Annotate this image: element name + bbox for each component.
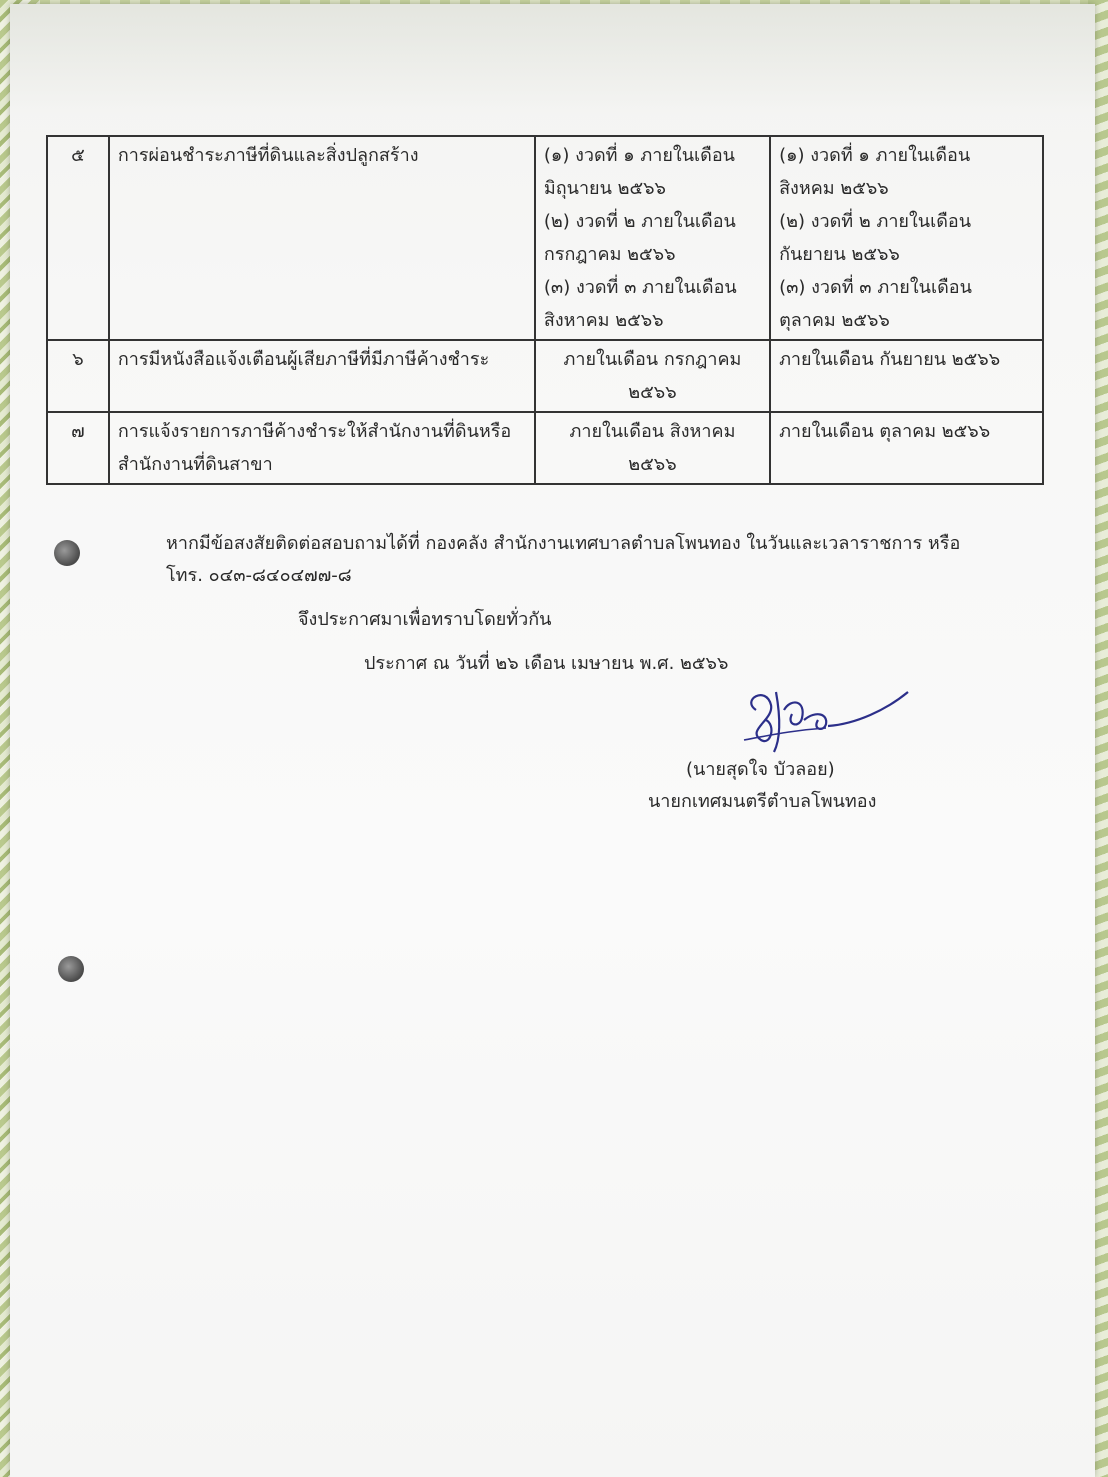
deadline-cell: (๑) งวดที่ ๑ ภายในเดือน มิถุนายน ๒๕๖๖ (๒) งวดที่ ๒ ภายในเดือน กรกฎาคม ๒๕๖๖ (๓) งวดที่ ๓ ภายในเดือน สิงหาคม ๒๕๖๖ [535,136,770,340]
announcement-text: จึงประกาศมาเพื่อทราบโดยทั่วกัน [298,609,552,630]
row-description: การผ่อนชำระภาษีที่ดินและสิ่งปลูกสร้าง [109,136,535,340]
row-number: ๗ [47,412,109,484]
deadline-cell: ภายในเดือน สิงหาคม ๒๕๖๖ [535,412,770,484]
punch-hole [54,540,80,566]
table-row [47,136,1043,340]
table-row [47,340,1043,412]
table-row [47,412,1043,484]
deadline-cell: ภายในเดือน กรกฎาคม ๒๕๖๖ [535,340,770,412]
row-description: การแจ้งรายการภาษีค้างชำระให้สำนักงานที่ดินหรือ สำนักงานที่ดินสาขา [109,412,535,484]
announcement-date: ประกาศ ณ วันที่ ๒๖ เดือน เมษายน พ.ศ. ๒๕๖๖ [364,653,729,674]
signer-name: (นายสุดใจ บัวลอย) [686,759,835,780]
contact-info: หากมีข้อสงสัยติดต่อสอบถามได้ที่ กองคลัง สำนักงานเทศบาลตำบลโพนทอง ในวันและเวลาราชการ หรือ โทร. ๐๔๓-๘๔๐๔๗๗-๘ [166,533,961,586]
document-page [10,4,1095,1477]
deadline-cell: ภายในเดือน กันยายน ๒๕๖๖ [770,340,1043,412]
signature-image [736,680,916,760]
signer-position: นายกเทศมนตรีตำบลโพนทอง [648,791,877,812]
deadline-cell: (๑) งวดที่ ๑ ภายในเดือน สิงหคม ๒๕๖๖ (๒) งวดที่ ๒ ภายในเดือน กันยายน ๒๕๖๖ (๓) งวดที่ ๓ ภายในเดือน ตุลาคม ๒๕๖๖ [770,136,1043,340]
row-number: ๖ [47,340,109,412]
schedule-table [46,135,1044,485]
punch-hole [58,956,84,982]
row-description: การมีหนังสือแจ้งเตือนผู้เสียภาษีที่มีภาษีค้างชำระ [109,340,535,412]
row-number: ๕ [47,136,109,340]
deadline-cell: ภายในเดือน ตุลาคม ๒๕๖๖ [770,412,1043,484]
